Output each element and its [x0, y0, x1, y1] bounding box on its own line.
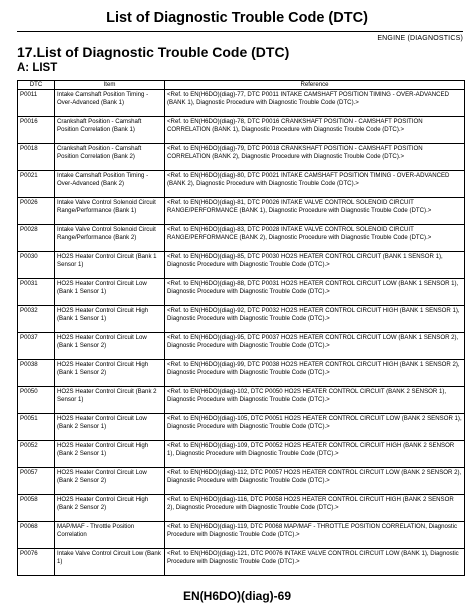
- dtc-code-cell: P0021: [18, 171, 55, 198]
- item-cell: Crankshaft Position - Camshaft Position Correlation (Bank 2): [55, 144, 165, 171]
- table-row: [18, 522, 465, 549]
- reference-cell: <Ref. to EN(H6DO)(diag)-92, DTC P0032 HO2S HEATER CONTROL CIRCUIT HIGH (BANK 1 SENSOR 1), Diagnostic Procedure with Diagnostic Trouble Code (DTC).>: [165, 306, 465, 333]
- table-row: [18, 387, 465, 414]
- reference-cell: <Ref. to EN(H6DO)(diag)-85, DTC P0030 HO2S HEATER CONTROL CIRCUIT (BANK 1 SENSOR 1), Diagnostic Procedure with Diagnostic Trouble Code (DTC).>: [165, 252, 465, 279]
- dtc-code-cell: P0057: [18, 468, 55, 495]
- section-label: ENGINE (DIAGNOSTICS): [377, 35, 463, 42]
- chapter-title: 17.List of Diagnostic Trouble Code (DTC): [17, 44, 290, 60]
- table-row: [18, 360, 465, 387]
- column-header-reference: Reference: [165, 81, 465, 90]
- reference-cell: <Ref. to EN(H6DO)(diag)-83, DTC P0028 INTAKE VALVE CONTROL SOLENOID CIRCUIT RANGE/PERFORMANCE (BANK 2), Diagnostic Procedure with Diagnostic Trouble Code (DTC).>: [165, 225, 465, 252]
- item-cell: HO2S Heater Control Circuit Low (Bank 2 Sensor 2): [55, 468, 165, 495]
- table-row: [18, 468, 465, 495]
- item-cell: HO2S Heater Control Circuit (Bank 1 Sensor 1): [55, 252, 165, 279]
- table-row: [18, 252, 465, 279]
- item-cell: Intake Valve Control Solenoid Circuit Range/Performance (Bank 2): [55, 225, 165, 252]
- column-header-dtc: DTC: [18, 81, 55, 90]
- dtc-code-cell: P0030: [18, 252, 55, 279]
- table-row: [18, 549, 465, 576]
- item-cell: HO2S Heater Control Circuit High (Bank 2 Sensor 1): [55, 441, 165, 468]
- dtc-code-cell: P0037: [18, 333, 55, 360]
- dtc-code-cell: P0051: [18, 414, 55, 441]
- item-cell: HO2S Heater Control Circuit High (Bank 1 Sensor 1): [55, 306, 165, 333]
- item-cell: HO2S Heater Control Circuit (Bank 2 Sensor 1): [55, 387, 165, 414]
- reference-cell: <Ref. to EN(H6DO)(diag)-99, DTC P0038 HO2S HEATER CONTROL CIRCUIT HIGH (BANK 1 SENSOR 2), Diagnostic Procedure with Diagnostic Trouble Code (DTC).>: [165, 360, 465, 387]
- dtc-code-cell: P0032: [18, 306, 55, 333]
- dtc-code-cell: P0068: [18, 522, 55, 549]
- reference-cell: <Ref. to EN(H6DO)(diag)-121, DTC P0076 INTAKE VALVE CONTROL CIRCUIT LOW (BANK 1), Diagnostic Procedure with Diagnostic Trouble Code (DTC).>: [165, 549, 465, 576]
- reference-cell: <Ref. to EN(H6DO)(diag)-77, DTC P0011 INTAKE CAMSHAFT POSITION TIMING - OVER-ADVANCED (BANK 1), Diagnostic Procedure with Diagnostic Trouble Code (DTC).>: [165, 90, 465, 117]
- page-header-title: List of Diagnostic Trouble Code (DTC): [106, 10, 368, 26]
- item-cell: HO2S Heater Control Circuit Low (Bank 2 Sensor 1): [55, 414, 165, 441]
- dtc-code-cell: P0050: [18, 387, 55, 414]
- reference-cell: <Ref. to EN(H6DO)(diag)-109, DTC P0052 HO2S HEATER CONTROL CIRCUIT HIGH (BANK 2 SENSOR 1), Diagnostic Procedure with Diagnostic Trouble Code (DTC).>: [165, 441, 465, 468]
- item-cell: HO2S Heater Control Circuit High (Bank 2 Sensor 2): [55, 495, 165, 522]
- reference-cell: <Ref. to EN(H6DO)(diag)-119, DTC P0068 MAP/MAF - THROTTLE POSITION CORRELATION, Diagnostic Procedure with Diagnostic Trouble Code (DTC).>: [165, 522, 465, 549]
- dtc-code-cell: P0076: [18, 549, 55, 576]
- reference-cell: <Ref. to EN(H6DO)(diag)-80, DTC P0021 INTAKE CAMSHAFT POSITION TIMING - OVER-ADVANCED (BANK 2), Diagnostic Procedure with Diagnostic Trouble Code (DTC).>: [165, 171, 465, 198]
- item-cell: HO2S Heater Control Circuit Low (Bank 1 Sensor 2): [55, 333, 165, 360]
- dtc-code-cell: P0018: [18, 144, 55, 171]
- dtc-code-cell: P0058: [18, 495, 55, 522]
- item-cell: MAP/MAF - Throttle Position Correlation: [55, 522, 165, 549]
- dtc-table: [17, 80, 465, 576]
- reference-cell: <Ref. to EN(H6DO)(diag)-105, DTC P0051 HO2S HEATER CONTROL CIRCUIT LOW (BANK 2 SENSOR 1), Diagnostic Procedure with Diagnostic Trouble Code (DTC).>: [165, 414, 465, 441]
- reference-cell: <Ref. to EN(H6DO)(diag)-116, DTC P0058 HO2S HEATER CONTROL CIRCUIT HIGH (BANK 2 SENSOR 2), Diagnostic Procedure with Diagnostic Trouble Code (DTC).>: [165, 495, 465, 522]
- dtc-code-cell: P0031: [18, 279, 55, 306]
- dtc-code-cell: P0052: [18, 441, 55, 468]
- reference-cell: <Ref. to EN(H6DO)(diag)-78, DTC P0016 CRANKSHAFT POSITION - CAMSHAFT POSITION CORRELATION (BANK 1), Diagnostic Procedure with Diagnostic Trouble Code (DTC).>: [165, 117, 465, 144]
- table-row: [18, 441, 465, 468]
- table-row: [18, 414, 465, 441]
- table-row: [18, 333, 465, 360]
- table-header-row: [18, 81, 465, 90]
- dtc-code-cell: P0011: [18, 90, 55, 117]
- dtc-code-cell: P0038: [18, 360, 55, 387]
- table-row: [18, 117, 465, 144]
- item-cell: Intake Valve Control Solenoid Circuit Range/Performance (Bank 1): [55, 198, 165, 225]
- table-body: [18, 90, 465, 576]
- reference-cell: <Ref. to EN(H6DO)(diag)-112, DTC P0057 HO2S HEATER CONTROL CIRCUIT LOW (BANK 2 SENSOR 2), Diagnostic Procedure with Diagnostic Trouble Code (DTC).>: [165, 468, 465, 495]
- page-footer: EN(H6DO)(diag)-69: [182, 589, 291, 603]
- sub-title: A: LIST: [17, 62, 58, 74]
- table-row: [18, 198, 465, 225]
- table-row: [18, 306, 465, 333]
- item-cell: Intake Camshaft Position Timing - Over-Advanced (Bank 1): [55, 90, 165, 117]
- table-row: [18, 279, 465, 306]
- header-rule: [17, 31, 463, 32]
- column-header-item: Item: [55, 81, 165, 90]
- dtc-code-cell: P0028: [18, 225, 55, 252]
- reference-cell: <Ref. to EN(H6DO)(diag)-79, DTC P0018 CRANKSHAFT POSITION - CAMSHAFT POSITION CORRELATION (BANK 2), Diagnostic Procedure with Diagnostic Trouble Code (DTC).>: [165, 144, 465, 171]
- item-cell: Intake Camshaft Position Timing - Over-Advanced (Bank 2): [55, 171, 165, 198]
- item-cell: Crankshaft Position - Camshaft Position Correlation (Bank 1): [55, 117, 165, 144]
- table-row: [18, 90, 465, 117]
- table-row: [18, 171, 465, 198]
- item-cell: Intake Valve Control Circuit Low (Bank 1): [55, 549, 165, 576]
- reference-cell: <Ref. to EN(H6DO)(diag)-95, DTC P0037 HO2S HEATER CONTROL CIRCUIT LOW (BANK 1 SENSOR 2), Diagnostic Procedure with Diagnostic Trouble Code (DTC).>: [165, 333, 465, 360]
- table-row: [18, 225, 465, 252]
- item-cell: HO2S Heater Control Circuit Low (Bank 1 Sensor 1): [55, 279, 165, 306]
- reference-cell: <Ref. to EN(H6DO)(diag)-88, DTC P0031 HO2S HEATER CONTROL CIRCUIT LOW (BANK 1 SENSOR 1), Diagnostic Procedure with Diagnostic Trouble Code (DTC).>: [165, 279, 465, 306]
- item-cell: HO2S Heater Control Circuit High (Bank 1 Sensor 2): [55, 360, 165, 387]
- table-row: [18, 144, 465, 171]
- table-row: [18, 495, 465, 522]
- reference-cell: <Ref. to EN(H6DO)(diag)-81, DTC P0026 INTAKE VALVE CONTROL SOLENOID CIRCUIT RANGE/PERFORMANCE (BANK 1), Diagnostic Procedure with Diagnostic Trouble Code (DTC).>: [165, 198, 465, 225]
- dtc-code-cell: P0026: [18, 198, 55, 225]
- reference-cell: <Ref. to EN(H6DO)(diag)-102, DTC P0050 HO2S HEATER CONTROL CIRCUIT (BANK 2 SENSOR 1), Diagnostic Procedure with Diagnostic Trouble Code (DTC).>: [165, 387, 465, 414]
- dtc-code-cell: P0016: [18, 117, 55, 144]
